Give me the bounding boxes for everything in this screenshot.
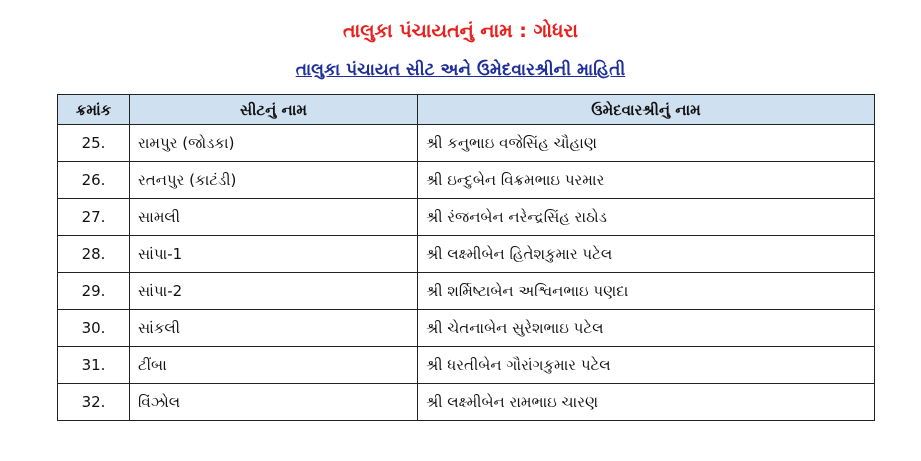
page-subtitle: તાલુકા પંચાયત સીટ અને ઉમેદવારશ્રીની માહિતી — [295, 60, 626, 80]
candidate-cell: શ્રી શર્મિષ્ટાબેન અશ્વિનભાઇ પણદા — [418, 273, 875, 310]
serial-cell: 31. — [58, 347, 130, 384]
table-row — [58, 162, 875, 199]
table-row — [58, 273, 875, 310]
seat-cell: સાંપા-1 — [130, 236, 418, 273]
table-row — [58, 347, 875, 384]
header-serial: ક્રમાંક — [58, 95, 130, 125]
seat-cell: સાંપા-2 — [130, 273, 418, 310]
candidate-cell: શ્રી ધરતીબેન ગૌરાંગકુમાર પટેલ — [418, 347, 875, 384]
seat-cell: સાંકલી — [130, 310, 418, 347]
table-row — [58, 199, 875, 236]
serial-cell: 30. — [58, 310, 130, 347]
serial-cell: 29. — [58, 273, 130, 310]
seat-cell: રામપુર (જોડકા) — [130, 125, 418, 162]
candidate-cell: શ્રી ઇન્દુબેન વિક્રમભાઇ પરમાર — [418, 162, 875, 199]
table-row — [58, 384, 875, 421]
serial-cell: 26. — [58, 162, 130, 199]
table-row — [58, 236, 875, 273]
candidate-cell: શ્રી રંજનબેન નરેન્દ્રસિંહ રાઠોડ — [418, 199, 875, 236]
table-row — [58, 310, 875, 347]
seat-cell: ટીંબા — [130, 347, 418, 384]
page-title: તાલુકા પંચાયતનું નામ : ગોધરા — [343, 20, 578, 42]
serial-cell: 32. — [58, 384, 130, 421]
header-candidate-name: ઉમેદવારશ્રીનું નામ — [418, 95, 875, 125]
header-seat-name: સીટનું નામ — [130, 95, 418, 125]
table-row — [58, 125, 875, 162]
serial-cell: 27. — [58, 199, 130, 236]
serial-cell: 25. — [58, 125, 130, 162]
candidate-cell: શ્રી લક્ષ્મીબેન હિતેશકુમાર પટેલ — [418, 236, 875, 273]
candidate-cell: શ્રી લક્ષ્મીબેન રામભાઇ ચારણ — [418, 384, 875, 421]
serial-cell: 28. — [58, 236, 130, 273]
table-header-row — [58, 95, 875, 125]
seat-cell: વિંઝોલ — [130, 384, 418, 421]
candidate-cell: શ્રી કનુભાઇ વજેસિંહ ચૌહાણ — [418, 125, 875, 162]
candidates-table — [57, 94, 875, 421]
seat-cell: સામલી — [130, 199, 418, 236]
candidate-cell: શ્રી ચેતનાબેન સુરેશભાઇ પટેલ — [418, 310, 875, 347]
seat-cell: રતનપુર (કાટંડી) — [130, 162, 418, 199]
